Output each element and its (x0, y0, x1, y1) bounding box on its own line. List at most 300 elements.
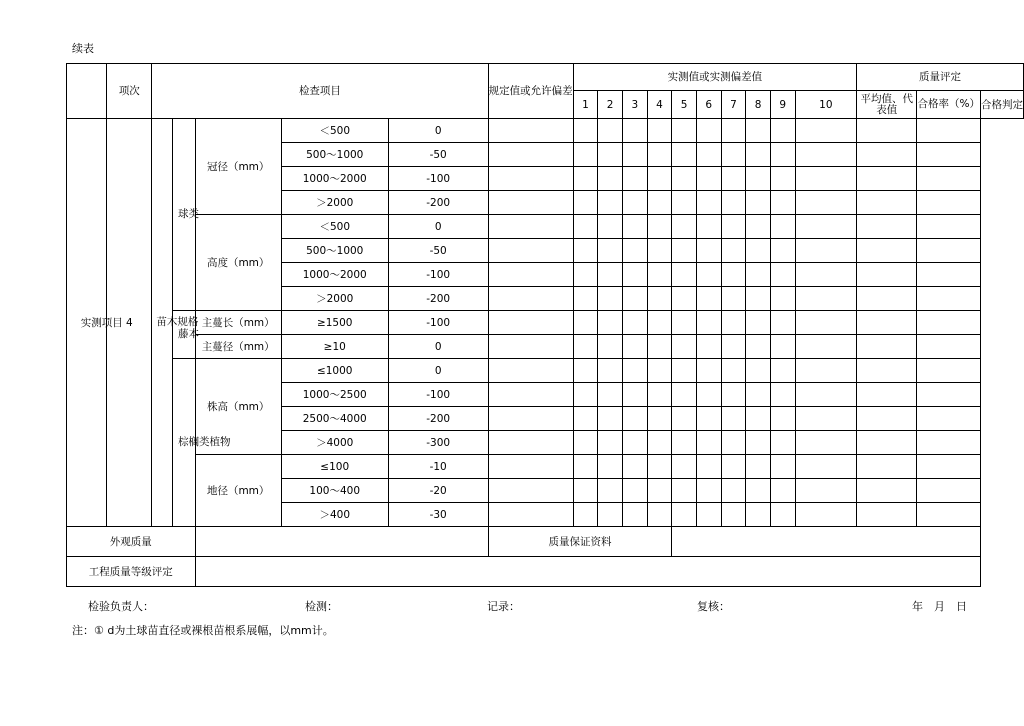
measurement-cell[interactable] (721, 335, 746, 359)
pass-judge-cell[interactable] (917, 191, 981, 215)
measurement-cell[interactable] (746, 263, 771, 287)
signature-tester: 检测： (305, 600, 338, 613)
measurement-cell[interactable] (573, 239, 598, 263)
measurement-cell[interactable] (598, 143, 623, 167)
pass-judge-cell[interactable] (917, 359, 981, 383)
pass-rate-cell[interactable] (857, 191, 917, 215)
allowed-deviation: -20 (388, 479, 488, 503)
measurement-cell[interactable] (573, 455, 598, 479)
measurement-cell[interactable] (488, 383, 573, 407)
allowed-deviation: -200 (388, 407, 488, 431)
measurement-cell[interactable] (647, 191, 672, 215)
measurement-cell[interactable] (598, 407, 623, 431)
header-item-no: 项次 (107, 64, 152, 119)
measurement-cell[interactable] (770, 167, 795, 191)
measurement-cell[interactable] (770, 239, 795, 263)
measurement-cell[interactable] (573, 503, 598, 527)
param-vine-main-length: 主蔓长（mm） (195, 311, 281, 335)
measurement-cell[interactable] (488, 167, 573, 191)
param-ground-diameter: 地径（mm） (195, 455, 281, 527)
measurement-cell[interactable] (622, 479, 647, 503)
average-cell[interactable] (795, 191, 857, 215)
measurement-cell[interactable] (746, 479, 771, 503)
measurement-cell[interactable] (573, 287, 598, 311)
pass-judge-cell[interactable] (917, 335, 981, 359)
spec-range: 2500～4000 (281, 407, 388, 431)
header-avg: 平均值、代表值 (857, 91, 917, 119)
pass-rate-cell[interactable] (857, 383, 917, 407)
measurement-cell[interactable] (488, 503, 573, 527)
header-pass-rate: 合格率（%） (917, 91, 981, 119)
category-palm: 棕榈类植物 (173, 359, 195, 527)
measurement-cell[interactable] (622, 431, 647, 455)
measurement-cell[interactable] (770, 479, 795, 503)
measurement-cell[interactable] (721, 167, 746, 191)
allowed-deviation: -30 (388, 503, 488, 527)
pass-judge-cell[interactable] (917, 311, 981, 335)
measurement-cell[interactable] (770, 143, 795, 167)
header-measure-col: 10 (795, 91, 857, 119)
measurement-cell[interactable] (746, 191, 771, 215)
measurement-cell[interactable] (721, 503, 746, 527)
spec-range: 1000～2000 (281, 263, 388, 287)
measurement-cell[interactable] (647, 359, 672, 383)
pass-judge-cell[interactable] (917, 239, 981, 263)
measurement-cell[interactable] (598, 263, 623, 287)
measurement-cell[interactable] (696, 215, 721, 239)
measurement-cell[interactable] (622, 455, 647, 479)
measurement-cell[interactable] (622, 239, 647, 263)
pass-judge-cell[interactable] (917, 215, 981, 239)
measurement-cell[interactable] (488, 143, 573, 167)
measurement-cell[interactable] (598, 119, 623, 143)
signature-inspector: 检验负责人： (88, 600, 154, 613)
measurement-cell[interactable] (696, 263, 721, 287)
measurement-cell[interactable] (573, 383, 598, 407)
measurement-cell[interactable] (672, 503, 697, 527)
signature-reviewer: 复核： (697, 600, 730, 613)
allowed-deviation: 0 (388, 119, 488, 143)
measurement-cell[interactable] (622, 191, 647, 215)
measurement-cell[interactable] (573, 311, 598, 335)
param-vine-main-diameter: 主蔓径（mm） (195, 335, 281, 359)
measurement-cell[interactable] (573, 263, 598, 287)
qa-docs-value[interactable] (672, 527, 981, 557)
measurement-cell[interactable] (696, 383, 721, 407)
measurement-cell[interactable] (488, 431, 573, 455)
average-cell[interactable] (795, 503, 857, 527)
measurement-cell[interactable] (488, 191, 573, 215)
measurement-cell[interactable] (746, 239, 771, 263)
measurement-cell[interactable] (672, 143, 697, 167)
measurement-cell[interactable] (647, 143, 672, 167)
measurement-cell[interactable] (746, 143, 771, 167)
measurement-cell[interactable] (622, 167, 647, 191)
category-vine: 藤本 (173, 311, 195, 359)
measurement-cell[interactable] (721, 479, 746, 503)
pass-rate-cell[interactable] (857, 119, 917, 143)
allowed-deviation: -100 (388, 311, 488, 335)
measurement-cell[interactable] (746, 167, 771, 191)
measurement-cell[interactable] (647, 383, 672, 407)
measurement-cell[interactable] (770, 383, 795, 407)
pass-rate-cell[interactable] (857, 431, 917, 455)
measurement-cell[interactable] (598, 479, 623, 503)
section-label: 实测项目 (67, 119, 107, 527)
measurement-cell[interactable] (573, 359, 598, 383)
measurement-cell[interactable] (647, 239, 672, 263)
measurement-cell[interactable] (488, 311, 573, 335)
allowed-deviation: -100 (388, 167, 488, 191)
pass-judge-cell[interactable] (917, 455, 981, 479)
measurement-cell[interactable] (770, 263, 795, 287)
measurement-cell[interactable] (770, 191, 795, 215)
measurement-cell[interactable] (696, 503, 721, 527)
measurement-cell[interactable] (696, 335, 721, 359)
param-crown: 冠径（mm） (195, 119, 281, 215)
measurement-cell[interactable] (770, 407, 795, 431)
measurement-cell[interactable] (770, 119, 795, 143)
header-measure-col: 1 (573, 91, 598, 119)
allowed-deviation: -50 (388, 143, 488, 167)
measurement-cell[interactable] (488, 263, 573, 287)
grade-label: 工程质量等级评定 (67, 557, 196, 587)
measurement-cell[interactable] (721, 455, 746, 479)
measurement-cell[interactable] (721, 287, 746, 311)
allowed-deviation: -10 (388, 455, 488, 479)
measurement-cell[interactable] (770, 455, 795, 479)
header-measure-col: 5 (672, 91, 697, 119)
measurement-cell[interactable] (573, 191, 598, 215)
pass-judge-cell[interactable] (917, 431, 981, 455)
measurement-cell[interactable] (573, 407, 598, 431)
spec-range: 500～1000 (281, 239, 388, 263)
average-cell[interactable] (795, 407, 857, 431)
measurement-cell[interactable] (488, 119, 573, 143)
allowed-deviation: -300 (388, 431, 488, 455)
pass-rate-cell[interactable] (857, 167, 917, 191)
measurement-cell[interactable] (746, 383, 771, 407)
measurement-cell[interactable] (598, 287, 623, 311)
pass-rate-cell[interactable] (857, 143, 917, 167)
measurement-cell[interactable] (672, 191, 697, 215)
pass-rate-cell[interactable] (857, 359, 917, 383)
pass-rate-cell[interactable] (857, 215, 917, 239)
category-ball: 球类 (173, 119, 195, 311)
average-cell[interactable] (795, 455, 857, 479)
measurement-cell[interactable] (622, 359, 647, 383)
spec-range: ≥10 (281, 335, 388, 359)
pass-rate-cell[interactable] (857, 503, 917, 527)
measurement-cell[interactable] (721, 143, 746, 167)
measurement-cell[interactable] (622, 143, 647, 167)
pass-judge-cell[interactable] (917, 263, 981, 287)
allowed-deviation: -200 (388, 287, 488, 311)
average-cell[interactable] (795, 215, 857, 239)
spec-range: ≤1000 (281, 359, 388, 383)
measurement-cell[interactable] (647, 215, 672, 239)
appearance-value[interactable] (195, 527, 488, 557)
header-quality: 质量评定 (857, 64, 1024, 91)
spec-range: ＞2000 (281, 287, 388, 311)
measurement-cell[interactable] (488, 287, 573, 311)
header-blank (67, 64, 107, 119)
spec-range: ＜500 (281, 119, 388, 143)
measurement-cell[interactable] (721, 239, 746, 263)
measurement-cell[interactable] (696, 167, 721, 191)
measurement-cell[interactable] (746, 119, 771, 143)
pass-judge-cell[interactable] (917, 383, 981, 407)
measurement-cell[interactable] (770, 335, 795, 359)
spec-range: ＜500 (281, 215, 388, 239)
measurement-cell[interactable] (598, 311, 623, 335)
measurement-cell[interactable] (770, 311, 795, 335)
measurement-cell[interactable] (647, 287, 672, 311)
measurement-cell[interactable] (746, 407, 771, 431)
measurement-cell[interactable] (647, 311, 672, 335)
pass-judge-cell[interactable] (917, 479, 981, 503)
measurement-cell[interactable] (721, 119, 746, 143)
measurement-cell[interactable] (672, 383, 697, 407)
measurement-cell[interactable] (647, 407, 672, 431)
measurement-cell[interactable] (573, 119, 598, 143)
measurement-cell[interactable] (696, 119, 721, 143)
measurement-cell[interactable] (488, 215, 573, 239)
measurement-cell[interactable] (696, 359, 721, 383)
spec-range: ＞400 (281, 503, 388, 527)
continued-label: 续表 (72, 42, 94, 55)
measurement-cell[interactable] (770, 503, 795, 527)
spec-range: 1000～2500 (281, 383, 388, 407)
measurement-cell[interactable] (770, 215, 795, 239)
pass-rate-cell[interactable] (857, 287, 917, 311)
allowed-deviation: -100 (388, 263, 488, 287)
measurement-cell[interactable] (672, 263, 697, 287)
measurement-cell[interactable] (721, 191, 746, 215)
spec-range: 500～1000 (281, 143, 388, 167)
measurement-cell[interactable] (622, 311, 647, 335)
measurement-cell[interactable] (488, 239, 573, 263)
pass-rate-cell[interactable] (857, 335, 917, 359)
pass-judge-cell[interactable] (917, 503, 981, 527)
measurement-cell[interactable] (672, 287, 697, 311)
measurement-cell[interactable] (672, 479, 697, 503)
spec-range: ≤100 (281, 455, 388, 479)
measurement-cell[interactable] (622, 407, 647, 431)
average-cell[interactable] (795, 479, 857, 503)
measurement-cell[interactable] (696, 431, 721, 455)
header-spec: 规定值或允许偏差 (488, 64, 573, 119)
average-cell[interactable] (795, 335, 857, 359)
item-number: 4 (107, 119, 152, 527)
pass-rate-cell[interactable] (857, 239, 917, 263)
pass-judge-cell[interactable] (917, 167, 981, 191)
measurement-cell[interactable] (598, 239, 623, 263)
header-measure-col: 2 (598, 91, 623, 119)
measurement-cell[interactable] (696, 455, 721, 479)
average-cell[interactable] (795, 143, 857, 167)
measurement-cell[interactable] (647, 167, 672, 191)
measurement-cell[interactable] (598, 383, 623, 407)
pass-rate-cell[interactable] (857, 455, 917, 479)
header-measure-col: 7 (721, 91, 746, 119)
measurement-cell[interactable] (746, 311, 771, 335)
measurement-cell[interactable] (696, 191, 721, 215)
header-pass-judge: 合格判定 (981, 91, 1024, 119)
measurement-cell[interactable] (573, 167, 598, 191)
measurement-cell[interactable] (622, 263, 647, 287)
spec-range: 100～400 (281, 479, 388, 503)
header-measure-col: 4 (647, 91, 672, 119)
measurement-cell[interactable] (672, 359, 697, 383)
signature-recorder: 记录： (487, 600, 520, 613)
measurement-cell[interactable] (746, 215, 771, 239)
average-cell[interactable] (795, 383, 857, 407)
header-measure-col: 8 (746, 91, 771, 119)
measurement-cell[interactable] (573, 215, 598, 239)
measurement-cell[interactable] (672, 431, 697, 455)
average-cell[interactable] (795, 119, 857, 143)
grade-value[interactable] (195, 557, 980, 587)
header-check-item: 检查项目 (152, 64, 488, 119)
measurement-cell[interactable] (622, 335, 647, 359)
pass-judge-cell[interactable] (917, 119, 981, 143)
pass-judge-cell[interactable] (917, 287, 981, 311)
average-cell[interactable] (795, 287, 857, 311)
header-measured: 实测值或实测偏差值 (573, 64, 856, 91)
measurement-cell[interactable] (672, 335, 697, 359)
pass-judge-cell[interactable] (917, 143, 981, 167)
spec-range: ＞4000 (281, 431, 388, 455)
measurement-cell[interactable] (746, 359, 771, 383)
allowed-deviation: -50 (388, 239, 488, 263)
measurement-cell[interactable] (746, 335, 771, 359)
measurement-cell[interactable] (622, 215, 647, 239)
measurement-cell[interactable] (622, 287, 647, 311)
measurement-cell[interactable] (672, 311, 697, 335)
measurement-cell[interactable] (598, 191, 623, 215)
measurement-cell[interactable] (598, 167, 623, 191)
measurement-cell[interactable] (573, 143, 598, 167)
measurement-cell[interactable] (746, 503, 771, 527)
measurement-cell[interactable] (647, 335, 672, 359)
allowed-deviation: 0 (388, 215, 488, 239)
measurement-cell[interactable] (721, 383, 746, 407)
average-cell[interactable] (795, 263, 857, 287)
measurement-cell[interactable] (721, 431, 746, 455)
measurement-cell[interactable] (598, 503, 623, 527)
measurement-cell[interactable] (696, 287, 721, 311)
average-cell[interactable] (795, 239, 857, 263)
measurement-cell[interactable] (598, 359, 623, 383)
measurement-cell[interactable] (721, 263, 746, 287)
spec-range: ≥1500 (281, 311, 388, 335)
average-cell[interactable] (795, 167, 857, 191)
measurement-cell[interactable] (573, 431, 598, 455)
measurement-cell[interactable] (573, 335, 598, 359)
measurement-cell[interactable] (647, 503, 672, 527)
measurement-cell[interactable] (721, 359, 746, 383)
measurement-cell[interactable] (672, 215, 697, 239)
measurement-cell[interactable] (672, 407, 697, 431)
measurement-cell[interactable] (672, 167, 697, 191)
qa-docs-label: 质量保证资料 (488, 527, 672, 557)
param-plant-height: 株高（mm） (195, 359, 281, 455)
measurement-cell[interactable] (598, 455, 623, 479)
measurement-cell[interactable] (647, 119, 672, 143)
header-measure-col: 6 (696, 91, 721, 119)
measurement-cell[interactable] (696, 479, 721, 503)
appearance-label: 外观质量 (67, 527, 196, 557)
header-measure-col: 3 (622, 91, 647, 119)
measurement-cell[interactable] (696, 407, 721, 431)
measurement-cell[interactable] (746, 431, 771, 455)
measurement-cell[interactable] (622, 383, 647, 407)
measurement-cell[interactable] (647, 431, 672, 455)
measurement-cell[interactable] (647, 263, 672, 287)
measurement-cell[interactable] (696, 311, 721, 335)
measurement-cell[interactable] (770, 359, 795, 383)
measurement-cell[interactable] (696, 143, 721, 167)
measurement-cell[interactable] (696, 239, 721, 263)
measurement-cell[interactable] (770, 287, 795, 311)
inspection-table (66, 63, 1024, 587)
measurement-cell[interactable] (598, 215, 623, 239)
signature-date: 年 月 日 (912, 600, 967, 613)
param-height: 高度（mm） (195, 215, 281, 311)
group-label: 苗木规格 (152, 119, 173, 527)
pass-rate-cell[interactable] (857, 479, 917, 503)
header-measure-col: 9 (770, 91, 795, 119)
measurement-cell[interactable] (488, 335, 573, 359)
average-cell[interactable] (795, 311, 857, 335)
measurement-cell[interactable] (721, 311, 746, 335)
average-cell[interactable] (795, 359, 857, 383)
pass-rate-cell[interactable] (857, 263, 917, 287)
measurement-cell[interactable] (721, 407, 746, 431)
measurement-cell[interactable] (672, 239, 697, 263)
measurement-cell[interactable] (647, 455, 672, 479)
allowed-deviation: -200 (388, 191, 488, 215)
measurement-cell[interactable] (598, 335, 623, 359)
measurement-cell[interactable] (672, 455, 697, 479)
pass-judge-cell[interactable] (917, 407, 981, 431)
measurement-cell[interactable] (573, 479, 598, 503)
allowed-deviation: 0 (388, 359, 488, 383)
measurement-cell[interactable] (746, 287, 771, 311)
average-cell[interactable] (795, 431, 857, 455)
measurement-cell[interactable] (488, 359, 573, 383)
allowed-deviation: -100 (388, 383, 488, 407)
spec-range: 1000～2000 (281, 167, 388, 191)
allowed-deviation: 0 (388, 335, 488, 359)
measurement-cell[interactable] (622, 503, 647, 527)
spec-range: ＞2000 (281, 191, 388, 215)
measurement-cell[interactable] (598, 431, 623, 455)
measurement-cell[interactable] (488, 407, 573, 431)
measurement-cell[interactable] (746, 455, 771, 479)
measurement-cell[interactable] (488, 455, 573, 479)
measurement-cell[interactable] (770, 431, 795, 455)
measurement-cell[interactable] (672, 119, 697, 143)
measurement-cell[interactable] (488, 479, 573, 503)
pass-rate-cell[interactable] (857, 311, 917, 335)
measurement-cell[interactable] (622, 119, 647, 143)
pass-rate-cell[interactable] (857, 407, 917, 431)
measurement-cell[interactable] (721, 215, 746, 239)
measurement-cell[interactable] (647, 479, 672, 503)
footnote: 注：① d为土球苗直径或裸根苗根系展幅，以mm计。 (72, 624, 334, 637)
